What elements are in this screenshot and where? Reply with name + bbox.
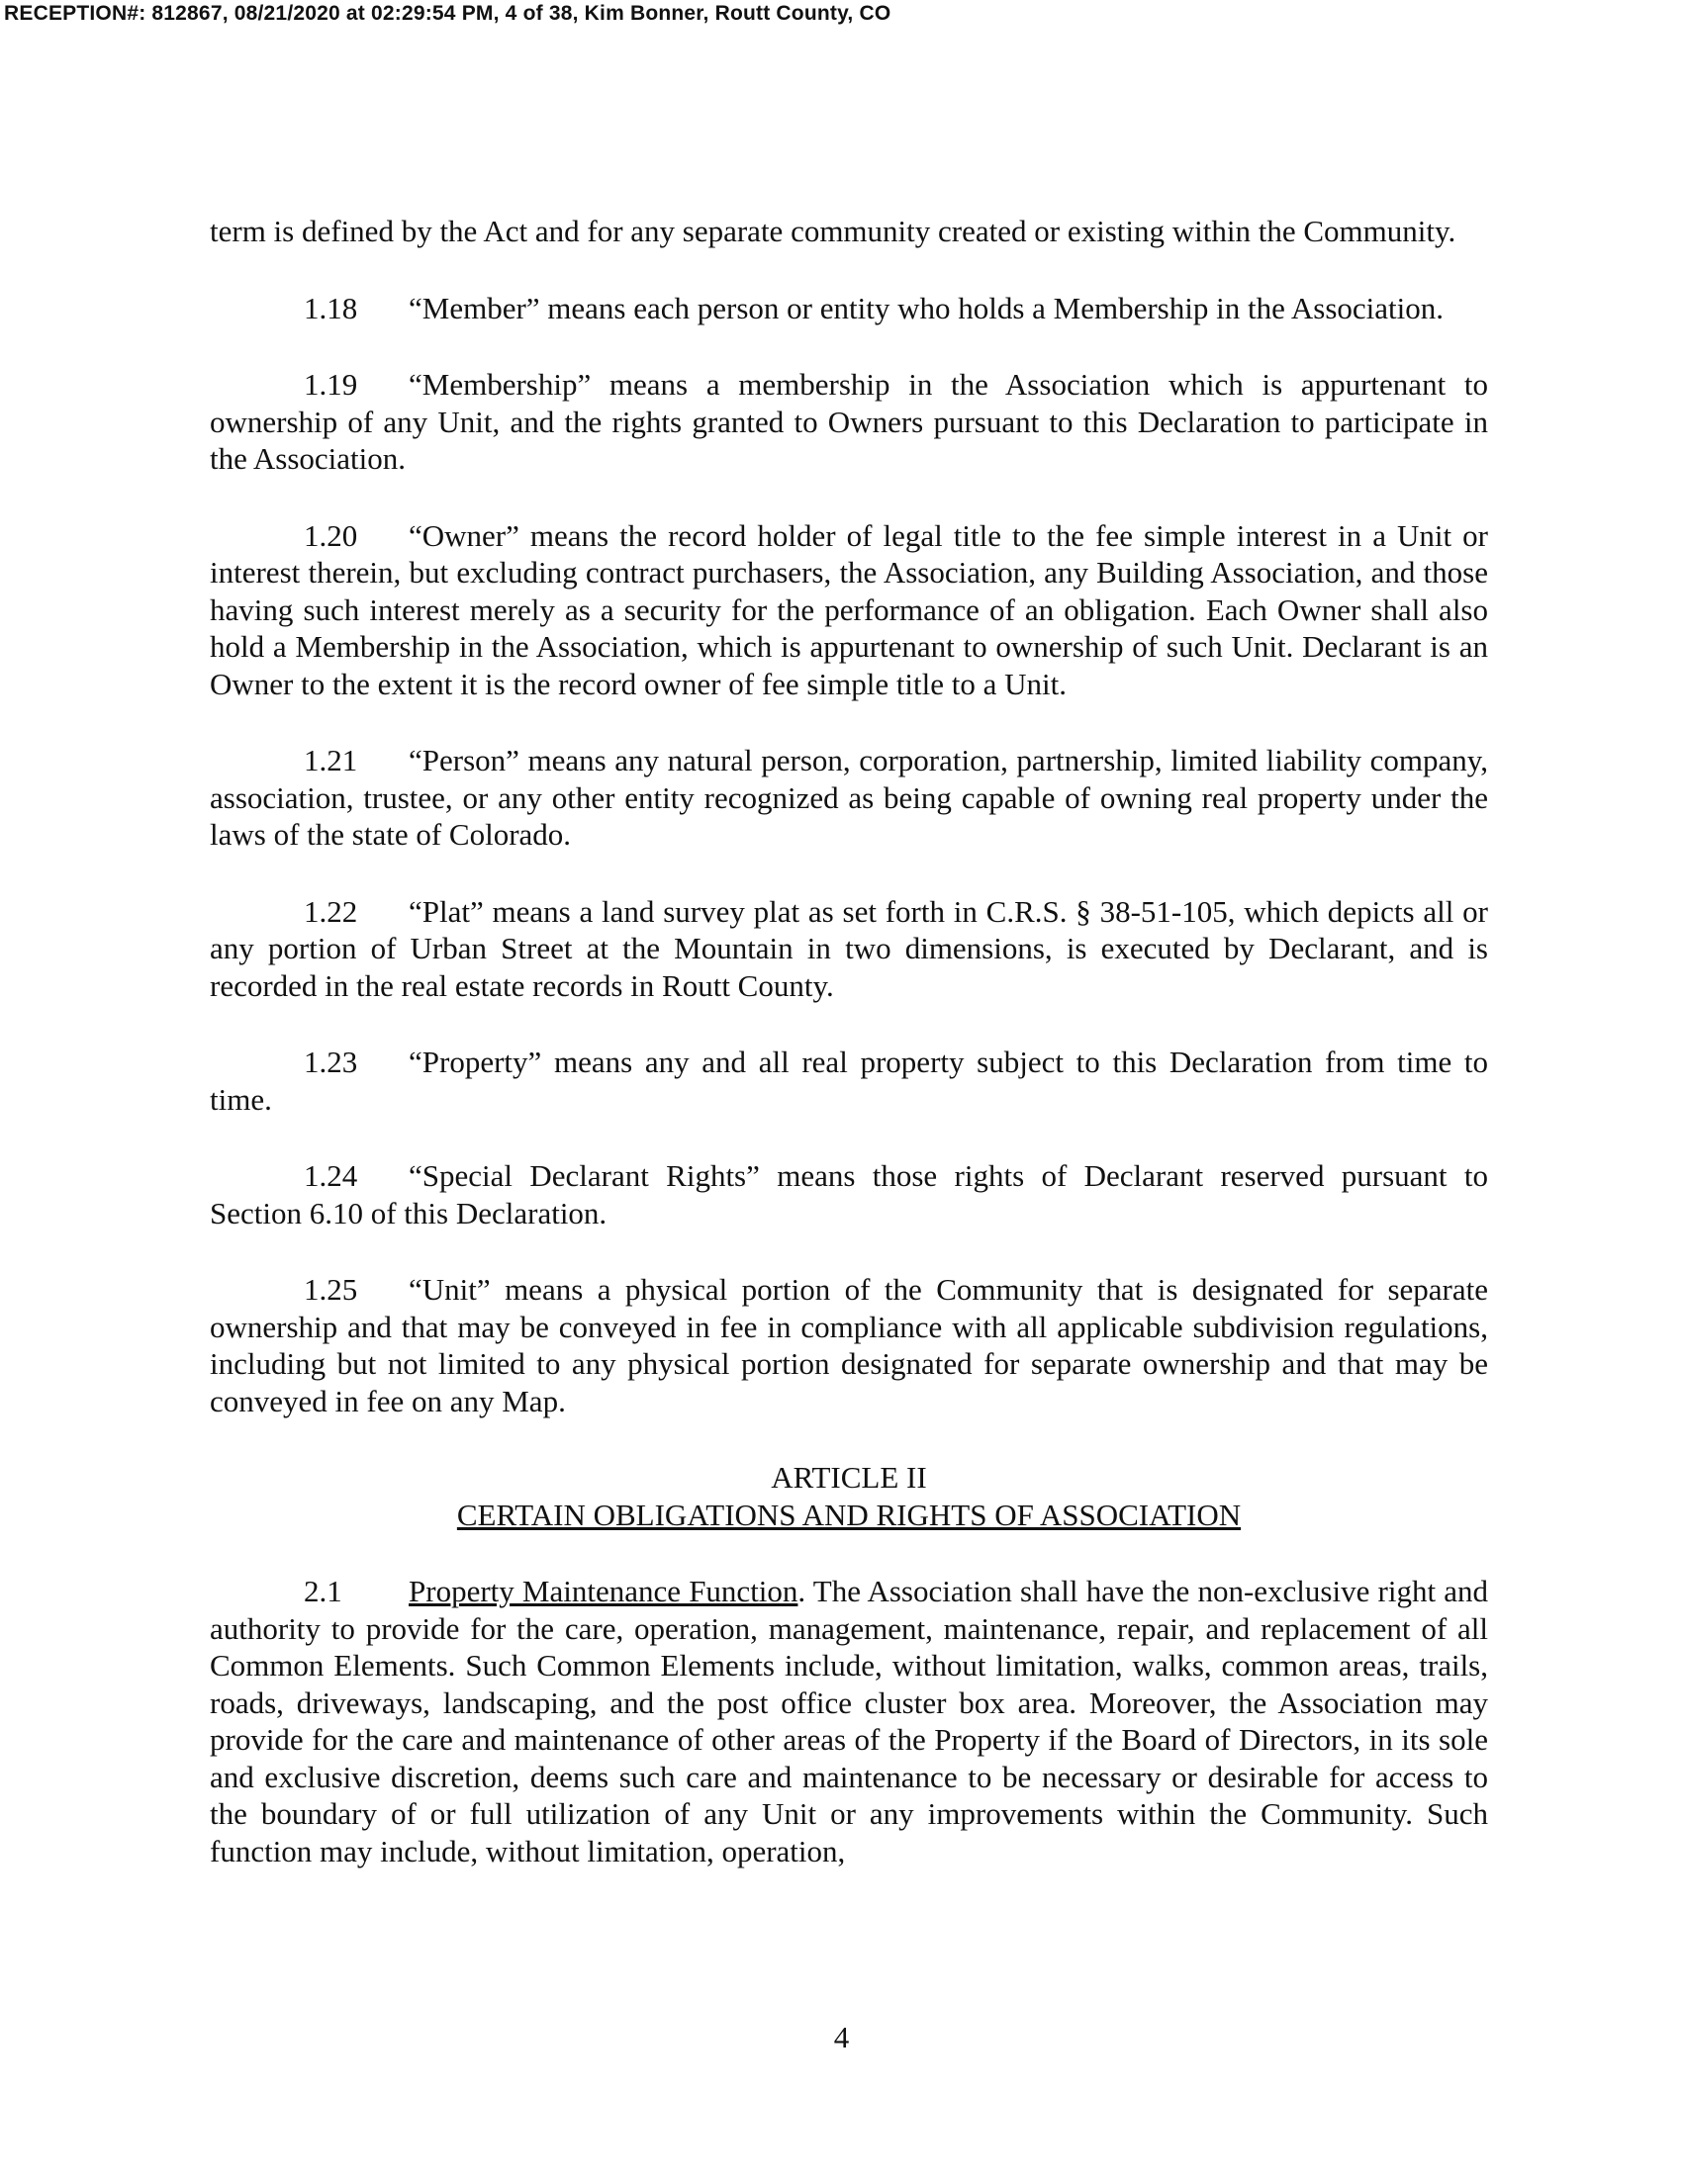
article-number: ARTICLE II	[771, 1460, 927, 1495]
section-number: 1.24	[304, 1158, 358, 1193]
definition-1-20	[210, 517, 1488, 703]
intro-paragraph: term is defined by the Act and for any separate community created or existing within the Community.	[210, 214, 1456, 248]
section-number: 1.19	[304, 367, 358, 402]
definition-1-25	[210, 1271, 1488, 1419]
section-number: 1.22	[304, 893, 358, 929]
definition-text: “Plat” means a land survey plat as set forth in C.R.S. § 38-51-105, which depicts all or any portion of Urban Street at the Mountain in two dimensions, is executed by Declarant, and is recorded in the real estate records in Routt County.	[210, 893, 1488, 1003]
definition-1-23	[210, 1044, 1488, 1118]
definition-text: “Membership” means a membership in the Association which is appurtenant to ownership of any Unit, and the rights granted to Owners pursuant to this Declaration to participate in the Association.	[210, 367, 1488, 476]
definition-text: “Member” means each person or entity who holds a Membership in the Association.	[409, 290, 1444, 325]
section-text: . The Association shall have the non-exclusive right and authority to provide for the care, operation, management, maintenance, repair, and replacement of all Common Elements. Such Common Elements include, without limitation, walks, common areas, trails, roads, driveways, landscaping, and the post office cluster box area. Moreover, the Association may provide for the care and maintenance of other areas of the Property if the Board of Directors, in its sole and exclusive discretion, deems such care and maintenance to be necessary or desirable for access to the boundary of or full utilization of any Unit or any improvements within the Community. Such function may include, without limitation, operation,	[210, 1574, 1488, 1868]
definition-1-21	[210, 742, 1488, 854]
definition-text: “Property” means any and all real property subject to this Declaration from time to time.	[210, 1045, 1488, 1117]
section-number: 2.1	[304, 1574, 342, 1608]
definition-1-24	[210, 1157, 1488, 1231]
section-number: 1.21	[304, 743, 358, 777]
article-heading	[210, 1459, 1488, 1533]
document-body	[210, 213, 1488, 1909]
section-2-1	[210, 1573, 1488, 1869]
definition-1-19	[210, 366, 1488, 478]
definition-1-22	[210, 893, 1488, 1005]
section-number: 1.25	[304, 1272, 358, 1307]
definition-1-18	[210, 290, 1488, 327]
section-number: 1.20	[304, 517, 358, 553]
definition-text: “Person” means any natural person, corporation, partnership, limited liability company, association, trustee, or any other entity recognized as being capable of owning real property under the laws of the state of Colorado.	[210, 743, 1488, 852]
definition-text: “Owner” means the record holder of legal title to the fee simple interest in a Unit or interest therein, but excluding contract purchasers, the Association, any Building Association, and those having such interest merely as a security for the performance of an obligation. Each Owner shall also hold a Membership in the Association, which is appurtenant to ownership of such Unit. Declarant is an Owner to the extent it is the record owner of fee simple title to a Unit.	[210, 517, 1488, 701]
section-heading: Property Maintenance Function	[409, 1574, 798, 1608]
definition-text: “Unit” means a physical portion of the Community that is designated for separate ownership and that may be conveyed in fee in compliance with all applicable subdivision regulations, including but not limited to any physical portion designated for separate ownership and that may be conveyed in fee on any Map.	[210, 1272, 1488, 1418]
recording-stamp: RECEPTION#: 812867, 08/21/2020 at 02:29:54 PM, 4 of 38, Kim Bonner, Routt County, CO	[4, 2, 891, 25]
section-number: 1.18	[304, 290, 358, 325]
section-number: 1.23	[304, 1045, 358, 1079]
definition-text: “Special Declarant Rights” means those rights of Declarant reserved pursuant to Section 6.10 of this Declaration.	[210, 1158, 1488, 1230]
page-number: 4	[833, 2020, 850, 2054]
article-title: CERTAIN OBLIGATIONS AND RIGHTS OF ASSOCIATION	[456, 1497, 1242, 1532]
